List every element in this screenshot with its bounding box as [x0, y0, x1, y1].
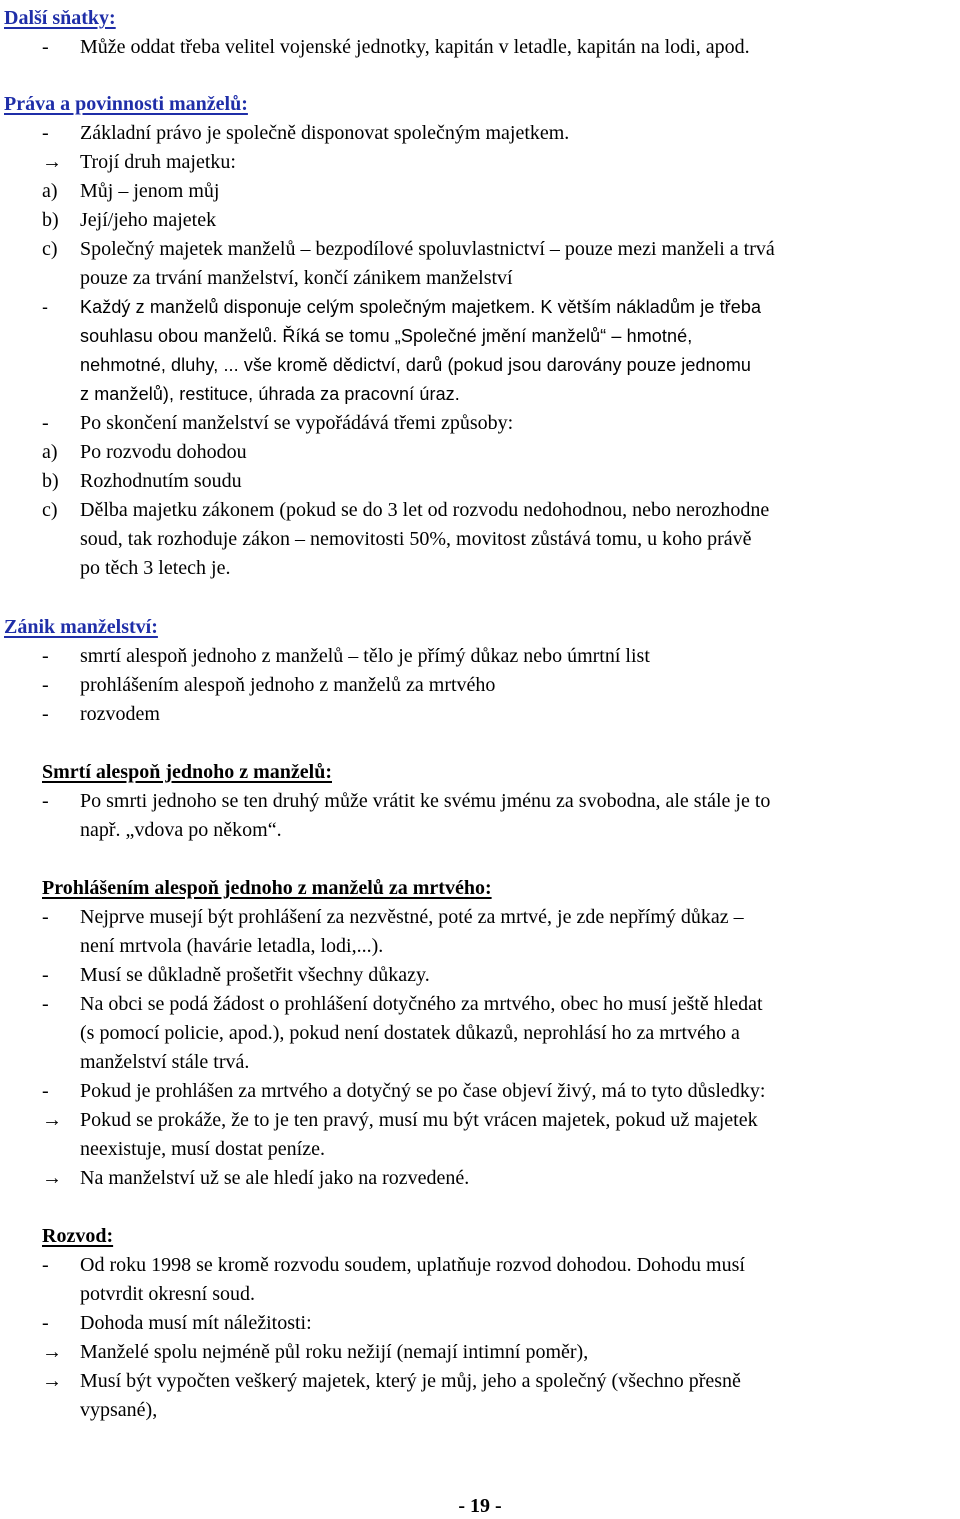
- list-item-continuation: [0, 525, 960, 554]
- item-text: Manželé spolu nejméně půl roku nežijí (nemají intimní poměr),: [80, 1341, 589, 1363]
- item-text: Společný majetek manželů – bezpodílové spoluvlastnictví – pouze mezi manželi a trvá: [80, 238, 775, 260]
- arrow-icon: →: [42, 1167, 62, 1189]
- list-item: [0, 235, 960, 264]
- list-item: [0, 990, 960, 1019]
- list-item: [0, 206, 960, 235]
- list-item: [0, 1106, 960, 1135]
- item-text: smrtí alespoň jednoho z manželů – tělo je přímý důkaz nebo úmrtní list: [80, 645, 650, 667]
- item-text: neexistuje, musí dostat peníze.: [80, 1138, 325, 1160]
- heading-smrti: [42, 758, 332, 787]
- item-text: prohlášením alespoň jednoho z manželů za mrtvého: [80, 674, 496, 696]
- list-item-continuation: [0, 1135, 960, 1164]
- list-item: [0, 642, 960, 671]
- letter-marker: a): [42, 180, 58, 202]
- letter-marker: a): [42, 441, 58, 463]
- item-text: Na obci se podá žádost o prohlášení dotyčného za mrtvého, obec ho musí ještě hledat: [80, 993, 763, 1015]
- item-text: Dohoda musí mít náležitosti:: [80, 1312, 312, 1334]
- list-item-continuation: [0, 1019, 960, 1048]
- item-text: Může oddat třeba velitel vojenské jednotky, kapitán v letadle, kapitán na lodi, apod.: [80, 36, 750, 58]
- item-text: souhlasu obou manželů. Říká se tomu „Společné jmění manželů“ – hmotné,: [80, 326, 693, 346]
- item-text: potvrdit okresní soud.: [80, 1283, 255, 1305]
- list-item: [0, 903, 960, 932]
- item-text: manželství stále trvá.: [80, 1051, 250, 1073]
- letter-marker: b): [42, 209, 59, 231]
- list-item: [0, 787, 960, 816]
- item-text: Po smrti jednoho se ten druhý může vrátit ke svému jménu za svobodna, ale stále je to: [80, 790, 771, 812]
- list-item-continuation: [0, 351, 960, 380]
- heading-prohlasenim: [42, 874, 492, 903]
- list-item: [0, 438, 960, 467]
- item-text: Můj – jenom můj: [80, 180, 220, 202]
- item-text: není mrtvola (havárie letadla, lodi,...).: [80, 935, 384, 957]
- arrow-icon: →: [42, 151, 62, 173]
- item-text: Základní právo je společně disponovat společným majetkem.: [80, 122, 570, 144]
- dash-marker: -: [42, 412, 49, 434]
- heading-text: Smrtí alespoň jednoho z manželů:: [42, 761, 332, 783]
- letter-marker: b): [42, 470, 59, 492]
- item-text: pouze za trvání manželství, končí zánikem manželství: [80, 267, 513, 289]
- dash-marker: -: [42, 297, 49, 317]
- dash-marker: -: [42, 645, 49, 667]
- heading-rozvod: [42, 1222, 113, 1251]
- heading-text: Rozvod:: [42, 1225, 114, 1247]
- item-text: Její/jeho majetek: [80, 209, 217, 231]
- heading-text: Práva a povinnosti manželů:: [4, 93, 248, 115]
- item-text: Každý z manželů disponuje celým společným majetkem. K větším nákladům je třeba: [80, 297, 762, 317]
- dash-marker: -: [42, 906, 49, 928]
- dash-marker: -: [42, 36, 49, 58]
- list-item: [0, 293, 960, 322]
- item-text: vypsané),: [80, 1399, 158, 1421]
- item-text: Pokud se prokáže, že to je ten pravý, musí mu být vrácen majetek, pokud už majetek: [80, 1109, 758, 1131]
- list-item: [0, 700, 960, 729]
- list-item: [0, 177, 960, 206]
- heading-text: Prohlášením alespoň jednoho z manželů za mrtvého:: [42, 877, 492, 899]
- heading-zanik-manzelstvi: [4, 613, 158, 642]
- arrow-icon: →: [42, 1370, 62, 1392]
- item-text: Pokud je prohlášen za mrtvého a dotyčný se po čase objeví živý, má to tyto důsledky:: [80, 1080, 766, 1102]
- dash-marker: -: [42, 964, 49, 986]
- list-item-continuation: [0, 932, 960, 961]
- heading-prava-a-povinnosti: [4, 90, 248, 119]
- list-item: [0, 496, 960, 525]
- list-item: [0, 33, 960, 62]
- arrow-icon: →: [42, 1109, 62, 1131]
- heading-dalsi-snatky: [4, 4, 116, 33]
- heading-text: Další sňatky:: [4, 7, 116, 29]
- item-text: nehmotné, dluhy, ... vše kromě dědictví, darů (pokud jsou darovány pouze jednomu: [80, 355, 752, 375]
- list-item-continuation: [0, 1280, 960, 1309]
- list-item: [0, 119, 960, 148]
- list-item: [0, 467, 960, 496]
- list-item: [0, 1251, 960, 1280]
- letter-marker: c): [42, 499, 58, 521]
- dash-marker: -: [42, 1312, 49, 1334]
- list-item: [0, 1309, 960, 1338]
- list-item: [0, 1077, 960, 1106]
- arrow-icon: →: [42, 1341, 62, 1363]
- list-item: [0, 961, 960, 990]
- item-text: Po rozvodu dohodou: [80, 441, 247, 463]
- list-item-continuation: [0, 322, 960, 351]
- item-text: Od roku 1998 se kromě rozvodu soudem, uplatňuje rozvod dohodou. Dohodu musí: [80, 1254, 745, 1276]
- list-item-continuation: [0, 1396, 960, 1425]
- item-text: Musí se důkladně prošetřit všechny důkazy.: [80, 964, 430, 986]
- list-item-continuation: [0, 264, 960, 293]
- list-item: [0, 148, 960, 177]
- item-text: Rozhodnutím soudu: [80, 470, 242, 492]
- heading-text: Zánik manželství:: [4, 616, 158, 638]
- list-item-continuation: [0, 380, 960, 409]
- dash-marker: -: [42, 122, 49, 144]
- dash-marker: -: [42, 790, 49, 812]
- list-item-continuation: [0, 554, 960, 583]
- item-text: Nejprve musejí být prohlášení za nezvěstné, poté za mrtvé, je zde nepřímý důkaz –: [80, 906, 744, 928]
- list-item: [0, 671, 960, 700]
- list-item-continuation: [0, 816, 960, 845]
- list-item: [0, 1164, 960, 1193]
- list-item-continuation: [0, 1048, 960, 1077]
- item-text: Trojí druh majetku:: [80, 151, 236, 173]
- item-text: (s pomocí policie, apod.), pokud není dostatek důkazů, neprohlásí ho za mrtvého a: [80, 1022, 740, 1044]
- item-text: Musí být vypočten veškerý majetek, který je můj, jeho a společný (všechno přesně: [80, 1370, 741, 1392]
- dash-marker: -: [42, 1080, 49, 1102]
- list-item: [0, 1338, 960, 1367]
- item-text: po těch 3 letech je.: [80, 557, 231, 579]
- list-item: [0, 1367, 960, 1396]
- item-text: Dělba majetku zákonem (pokud se do 3 let od rozvodu nedohodnou, nebo nerozhodne: [80, 499, 770, 521]
- item-text: např. „vdova po někom“.: [80, 819, 282, 841]
- item-text: Na manželství už se ale hledí jako na rozvedené.: [80, 1167, 470, 1189]
- item-text: rozvodem: [80, 703, 160, 725]
- letter-marker: c): [42, 238, 58, 260]
- page-number: - 19 -: [458, 1495, 502, 1517]
- dash-marker: -: [42, 674, 49, 696]
- dash-marker: -: [42, 1254, 49, 1276]
- item-text: soud, tak rozhoduje zákon – nemovitosti 50%, movitost zůstává tomu, u koho právě: [80, 528, 752, 550]
- item-text: Po skončení manželství se vypořádává třemi způsoby:: [80, 412, 514, 434]
- dash-marker: -: [42, 993, 49, 1015]
- item-text: z manželů), restituce, úhrada za pracovní úraz.: [80, 384, 460, 404]
- list-item: [0, 409, 960, 438]
- dash-marker: -: [42, 703, 49, 725]
